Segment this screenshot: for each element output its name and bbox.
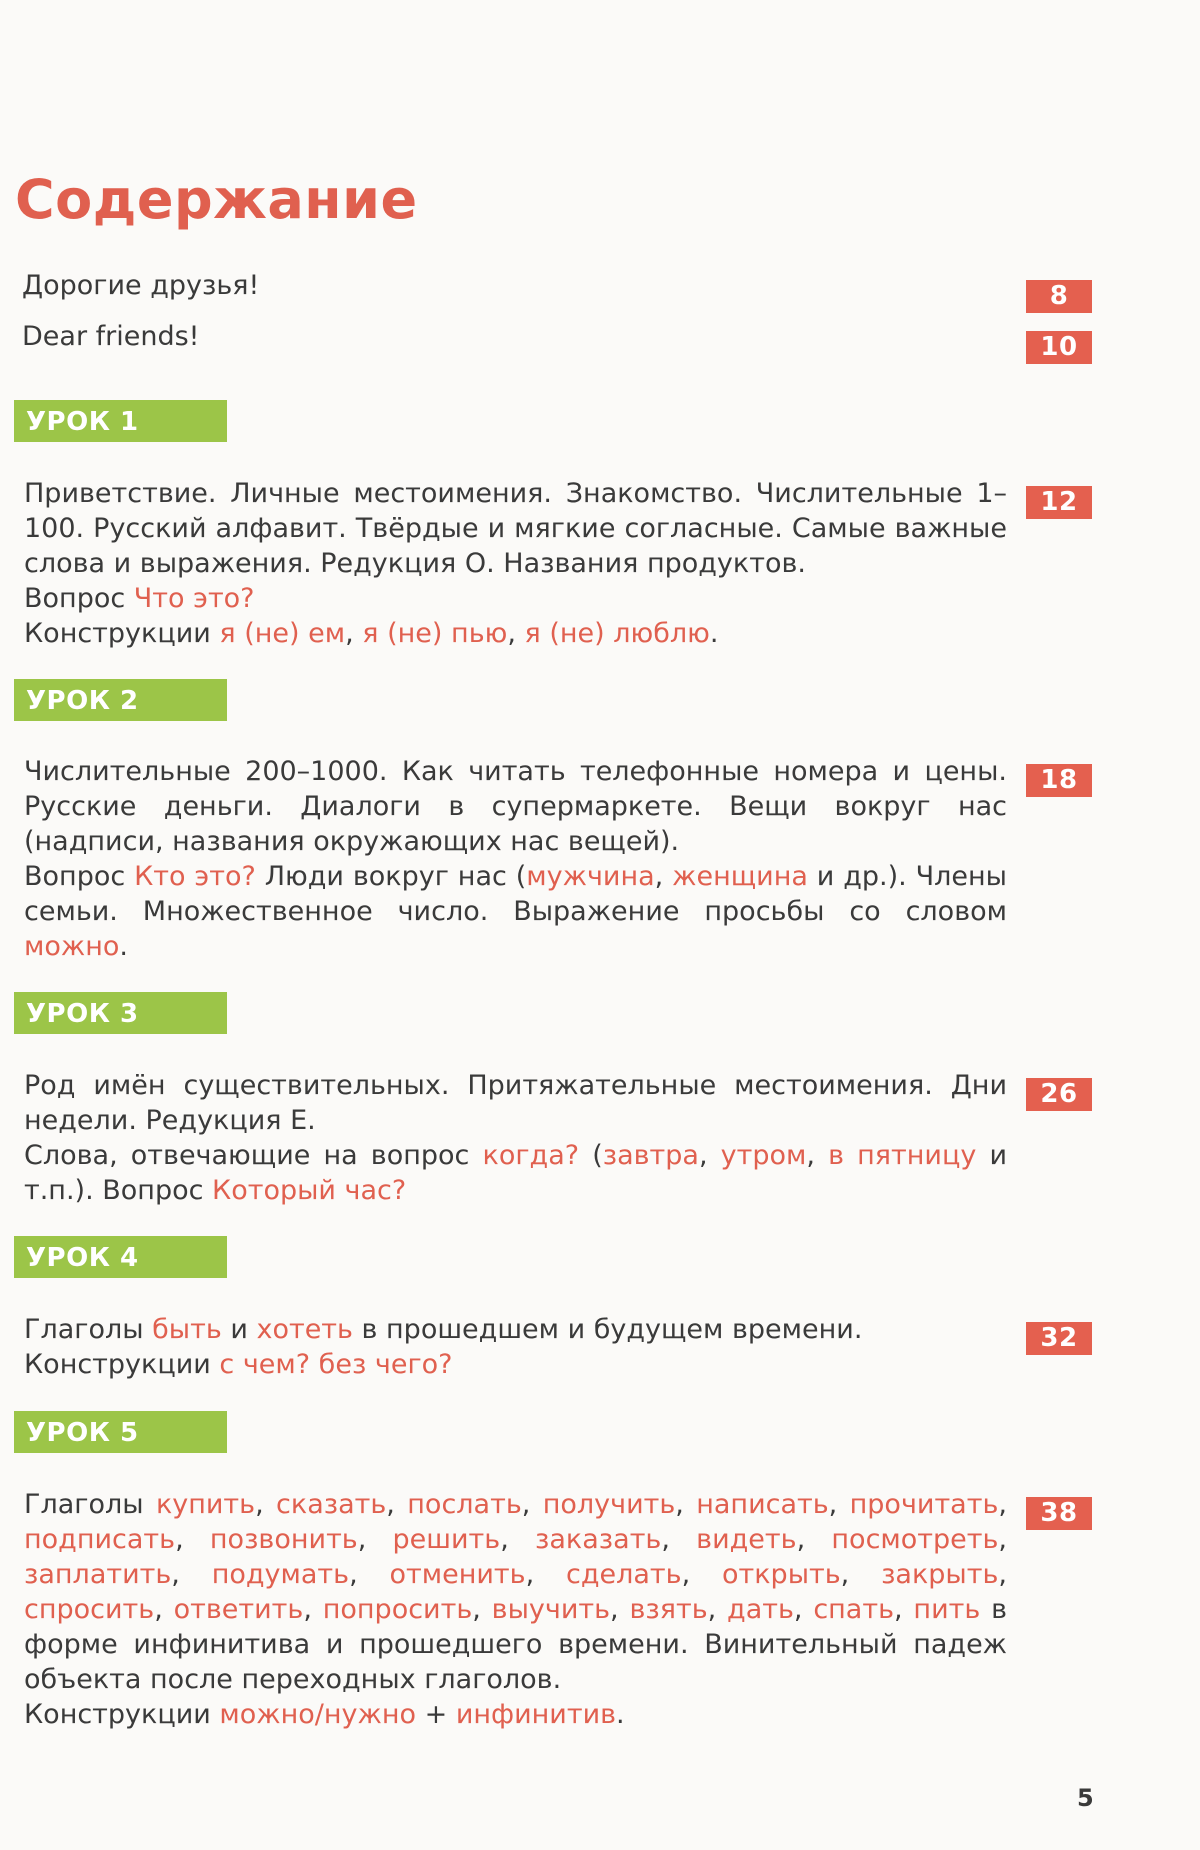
lesson-5-paragraph [24, 1697, 1007, 1732]
highlighted-term: я (не) пью [362, 618, 508, 649]
highlighted-term: взять [629, 1594, 708, 1625]
highlighted-term: видеть [696, 1524, 797, 1555]
highlighted-term: заказать [535, 1524, 662, 1555]
text-segment: , [154, 1594, 174, 1625]
highlighted-term: Что это? [133, 583, 255, 614]
text-segment: , [175, 1524, 210, 1555]
highlighted-term: подумать [211, 1559, 350, 1590]
highlighted-term: открыть [722, 1559, 841, 1590]
text-segment: . [119, 931, 128, 962]
text-segment: , [472, 1594, 492, 1625]
text-segment: Приветствие. Личные местоимения. Знакомство. Числительные 1–100. Русский алфавит. Твёрдые и мягкие согласные. Самые важные слова и выражения. Редукция О. Названия продуктов. [24, 478, 1007, 579]
lesson-1-header: УРОК 1 [14, 400, 227, 442]
text-segment: , [698, 1140, 721, 1171]
text-segment: Глаголы [24, 1489, 156, 1520]
highlighted-term: я (не) люблю [524, 618, 710, 649]
highlighted-term: заплатить [24, 1559, 172, 1590]
page-number: 5 [1077, 1784, 1094, 1812]
lesson-1-description [24, 476, 1007, 651]
lesson-1-paragraph [24, 616, 1007, 651]
text-segment: , [828, 1489, 850, 1520]
text-segment: , [806, 1140, 829, 1171]
text-segment: , [796, 1524, 832, 1555]
text-segment: . [709, 618, 719, 649]
highlighted-term: сказать [276, 1489, 387, 1520]
highlighted-term: спросить [24, 1594, 155, 1625]
highlighted-term: когда? [482, 1140, 580, 1171]
text-segment: Числительные 200–1000. Как читать телефонные номера и цены. Русские деньги. Диалоги в супермаркете. Вещи вокруг нас (надписи, названия окружающих нас вещей). [24, 756, 1007, 857]
page-badge-lesson-5: 38 [1026, 1497, 1092, 1530]
highlighted-term: спать [813, 1594, 894, 1625]
lesson-4-paragraph [24, 1347, 1007, 1382]
text-segment: , [255, 1489, 277, 1520]
text-segment: , [894, 1594, 914, 1625]
highlighted-term: сделать [566, 1559, 682, 1590]
lesson-2-paragraph [24, 754, 1007, 859]
highlighted-term: мужчина [526, 861, 655, 892]
highlighted-term: пить [913, 1594, 981, 1625]
highlighted-term: прочитать [849, 1489, 999, 1520]
highlighted-term: утром [720, 1140, 807, 1171]
lesson-3-paragraph [24, 1068, 1007, 1138]
highlighted-term: быть [152, 1314, 222, 1345]
text-segment: , [681, 1559, 722, 1590]
lesson-2-description [24, 754, 1007, 964]
lesson-1-paragraph [24, 476, 1007, 581]
text-segment: и др.). Члены семьи. Множественное число. Выражение просьбы со словом [24, 861, 1007, 927]
highlighted-term: посмотреть [831, 1524, 999, 1555]
text-segment: , [998, 1524, 1008, 1555]
text-segment: Слова, отвечающие на вопрос [24, 1140, 483, 1171]
text-segment: , [998, 1489, 1007, 1520]
highlighted-term: Кто это? [134, 861, 256, 892]
text-segment: , [654, 861, 673, 892]
highlighted-term: в пятницу [828, 1140, 977, 1171]
highlighted-term: с чем? без чего? [219, 1349, 453, 1380]
highlighted-term: купить [155, 1489, 256, 1520]
text-segment: в форме инфинитива и прошедшего времени. Винительный падеж объекта после переходных глаголов. [24, 1594, 1008, 1695]
text-segment: в прошедшем и будущем времени. [352, 1314, 863, 1345]
lesson-4-description [24, 1312, 1007, 1382]
text-segment: , [707, 1594, 728, 1625]
text-segment: , [171, 1559, 212, 1590]
lesson-4-paragraph [24, 1312, 1007, 1347]
lesson-4-header: УРОК 4 [14, 1236, 227, 1278]
highlighted-term: послать [407, 1489, 522, 1520]
highlighted-term: выучить [491, 1594, 611, 1625]
highlighted-term: я (не) ем [219, 618, 346, 649]
text-segment: и [221, 1314, 257, 1345]
highlighted-term: Который час? [212, 1175, 407, 1206]
text-segment: , [507, 618, 525, 649]
text-segment: Глаголы [24, 1314, 153, 1345]
text-segment: , [998, 1559, 1007, 1590]
page-title: Содержание [15, 168, 418, 231]
intro-item-dear-friends-ru: Дорогие друзья! [22, 270, 260, 301]
text-segment: ( [579, 1140, 603, 1171]
highlighted-term: инфинитив [455, 1699, 617, 1730]
text-segment: и т.п.). Вопрос [24, 1140, 1007, 1206]
text-segment: , [793, 1594, 814, 1625]
page-badge-intro-en: 10 [1026, 331, 1092, 364]
lesson-2-paragraph [24, 859, 1007, 964]
lesson-2-header: УРОК 2 [14, 679, 227, 721]
lesson-3-paragraph [24, 1138, 1007, 1208]
text-segment: Конструкции [24, 1699, 220, 1730]
text-segment: + [416, 1699, 456, 1730]
text-segment: Конструкции [24, 618, 220, 649]
text-segment: , [610, 1594, 630, 1625]
lesson-5-description [24, 1487, 1007, 1732]
lesson-3-header: УРОК 3 [14, 992, 227, 1034]
text-segment: , [500, 1524, 536, 1555]
page-badge-lesson-4: 32 [1026, 1322, 1092, 1355]
page-badge-lesson-3: 26 [1026, 1078, 1092, 1111]
page-badge-lesson-2: 18 [1026, 764, 1092, 797]
text-segment: , [303, 1594, 323, 1625]
text-segment: Род имён существительных. Притяжательные местоимения. Дни недели. Редукция Е. [24, 1070, 1007, 1136]
text-segment: , [525, 1559, 566, 1590]
highlighted-term: получить [542, 1489, 676, 1520]
highlighted-term: отменить [389, 1559, 526, 1590]
intro-item-dear-friends-en: Dear friends! [22, 321, 200, 352]
text-segment: Конструкции [24, 1349, 220, 1380]
text-segment: Вопрос [24, 861, 135, 892]
text-segment: Вопрос [24, 583, 134, 614]
text-segment: , [661, 1524, 697, 1555]
page-badge-lesson-1: 12 [1026, 486, 1092, 519]
text-segment: , [840, 1559, 882, 1590]
highlighted-term: завтра [602, 1140, 699, 1171]
text-segment: , [521, 1489, 543, 1520]
highlighted-term: можно [24, 931, 120, 962]
highlighted-term: дать [727, 1594, 794, 1625]
highlighted-term: написать [696, 1489, 829, 1520]
highlighted-term: подписать [24, 1524, 176, 1555]
highlighted-term: попросить [322, 1594, 473, 1625]
text-segment: , [386, 1489, 408, 1520]
highlighted-term: хотеть [256, 1314, 353, 1345]
text-segment: Люди вокруг нас ( [255, 861, 527, 892]
text-segment: . [616, 1699, 625, 1730]
text-segment: , [345, 618, 363, 649]
highlighted-term: женщина [672, 861, 808, 892]
text-segment: , [675, 1489, 697, 1520]
page-badge-intro-ru: 8 [1026, 280, 1092, 313]
highlighted-term: можно/нужно [219, 1699, 417, 1730]
lesson-3-description [24, 1068, 1007, 1208]
lesson-5-header: УРОК 5 [14, 1411, 227, 1453]
highlighted-term: решить [392, 1524, 501, 1555]
lesson-5-paragraph [24, 1487, 1007, 1697]
text-segment: , [349, 1559, 390, 1590]
lesson-1-paragraph [24, 581, 1007, 616]
highlighted-term: закрыть [881, 1559, 999, 1590]
text-segment: , [357, 1524, 393, 1555]
highlighted-term: ответить [173, 1594, 304, 1625]
highlighted-term: позвонить [209, 1524, 358, 1555]
